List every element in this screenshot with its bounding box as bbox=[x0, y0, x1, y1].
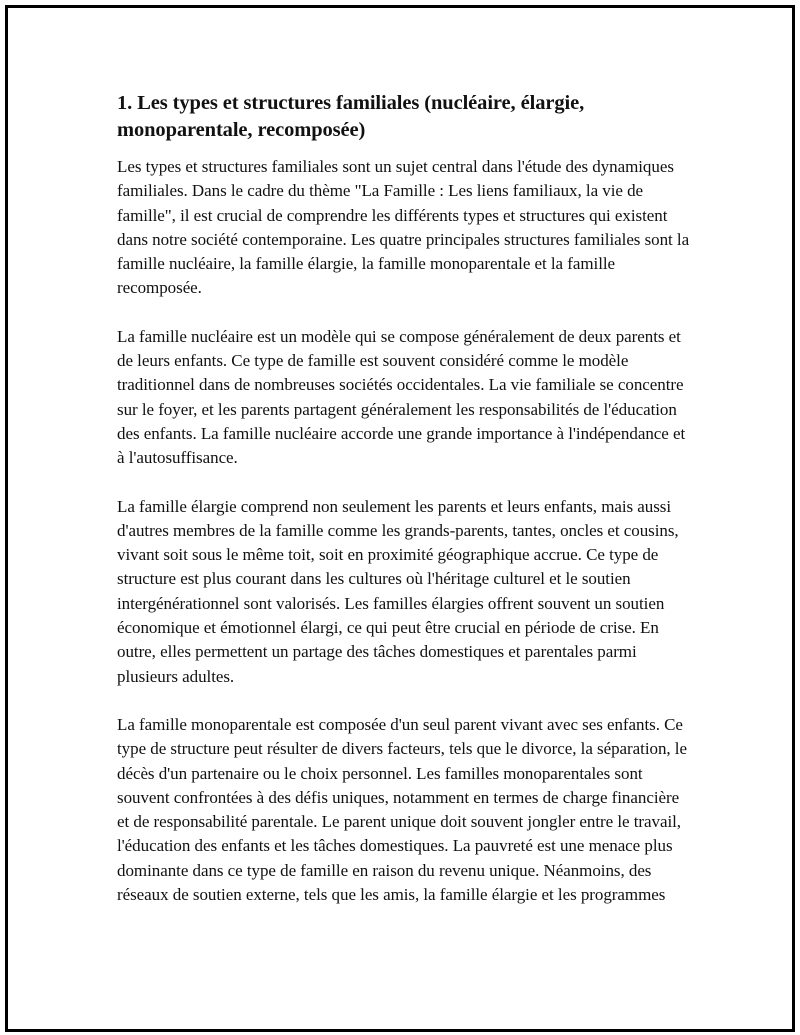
paragraph-single-parent-family: La famille monoparentale est composée d'un seul parent vivant avec ses enfants. Ce type de structure peut résulter de divers facteurs, tels que le divorce, la séparation, le décès d'un partenaire ou le choix personnel. Les familles monoparentales sont souvent confrontées à des défis uniques, notamment en termes de charge financière et de responsabilité parentale. Le parent unique doit souvent jongler entre le travail, l'éducation des enfants et les tâches domestiques. La pauvreté est une menace plus dominante dans ce type de famille en raison du revenu unique. Néanmoins, des réseaux de soutien externe, tels que les amis, la famille élargie et les programmes bbox=[117, 714, 687, 905]
paragraph-nuclear-family: La famille nucléaire est un modèle qui se compose généralement de deux parents et de leurs enfants. Ce type de famille est souvent considéré comme le modèle traditionnel dans de nombreuses sociétés occidentales. La vie familiale se concentre sur le foyer, et les parents partagent généralement les responsabilités de l'éducation des enfants. La famille nucléaire accorde une grande importance à l'indépendance et à l'autosuffisance. bbox=[117, 326, 686, 468]
document-body bbox=[117, 90, 692, 931]
section-heading: 1. Les types et structures familiales (nucléaire, élargie, monoparentale, recomposée) bbox=[117, 92, 585, 141]
paragraph-extended-family: La famille élargie comprend non seulement les parents et leurs enfants, mais aussi d'autres membres de la famille comme les grands-parents, tantes, oncles et cousins, vivant soit sous le même toit, soit en proximité géographique accrue. Ce type de structure est plus courant dans les cultures où l'héritage culturel et le soutien intergénérationnel sont valorisés. Les familles élargies offrent souvent un soutien économique et émotionnel élargi, ce qui peut être crucial en période de crise. En outre, elles permettent un partage des tâches domestiques et parentales parmi plusieurs adultes. bbox=[117, 496, 679, 686]
paragraph-intro: Les types et structures familiales sont un sujet central dans l'étude des dynamiques familiales. Dans le cadre du thème "La Famille : Les liens familiaux, la vie de famille", il est crucial de comprendre les différents types et structures qui existent dans notre société contemporaine. Les quatre principales structures familiales sont la famille nucléaire, la famille élargie, la famille monoparentale et la famille recomposée. bbox=[117, 157, 690, 298]
page-frame bbox=[5, 5, 795, 1032]
